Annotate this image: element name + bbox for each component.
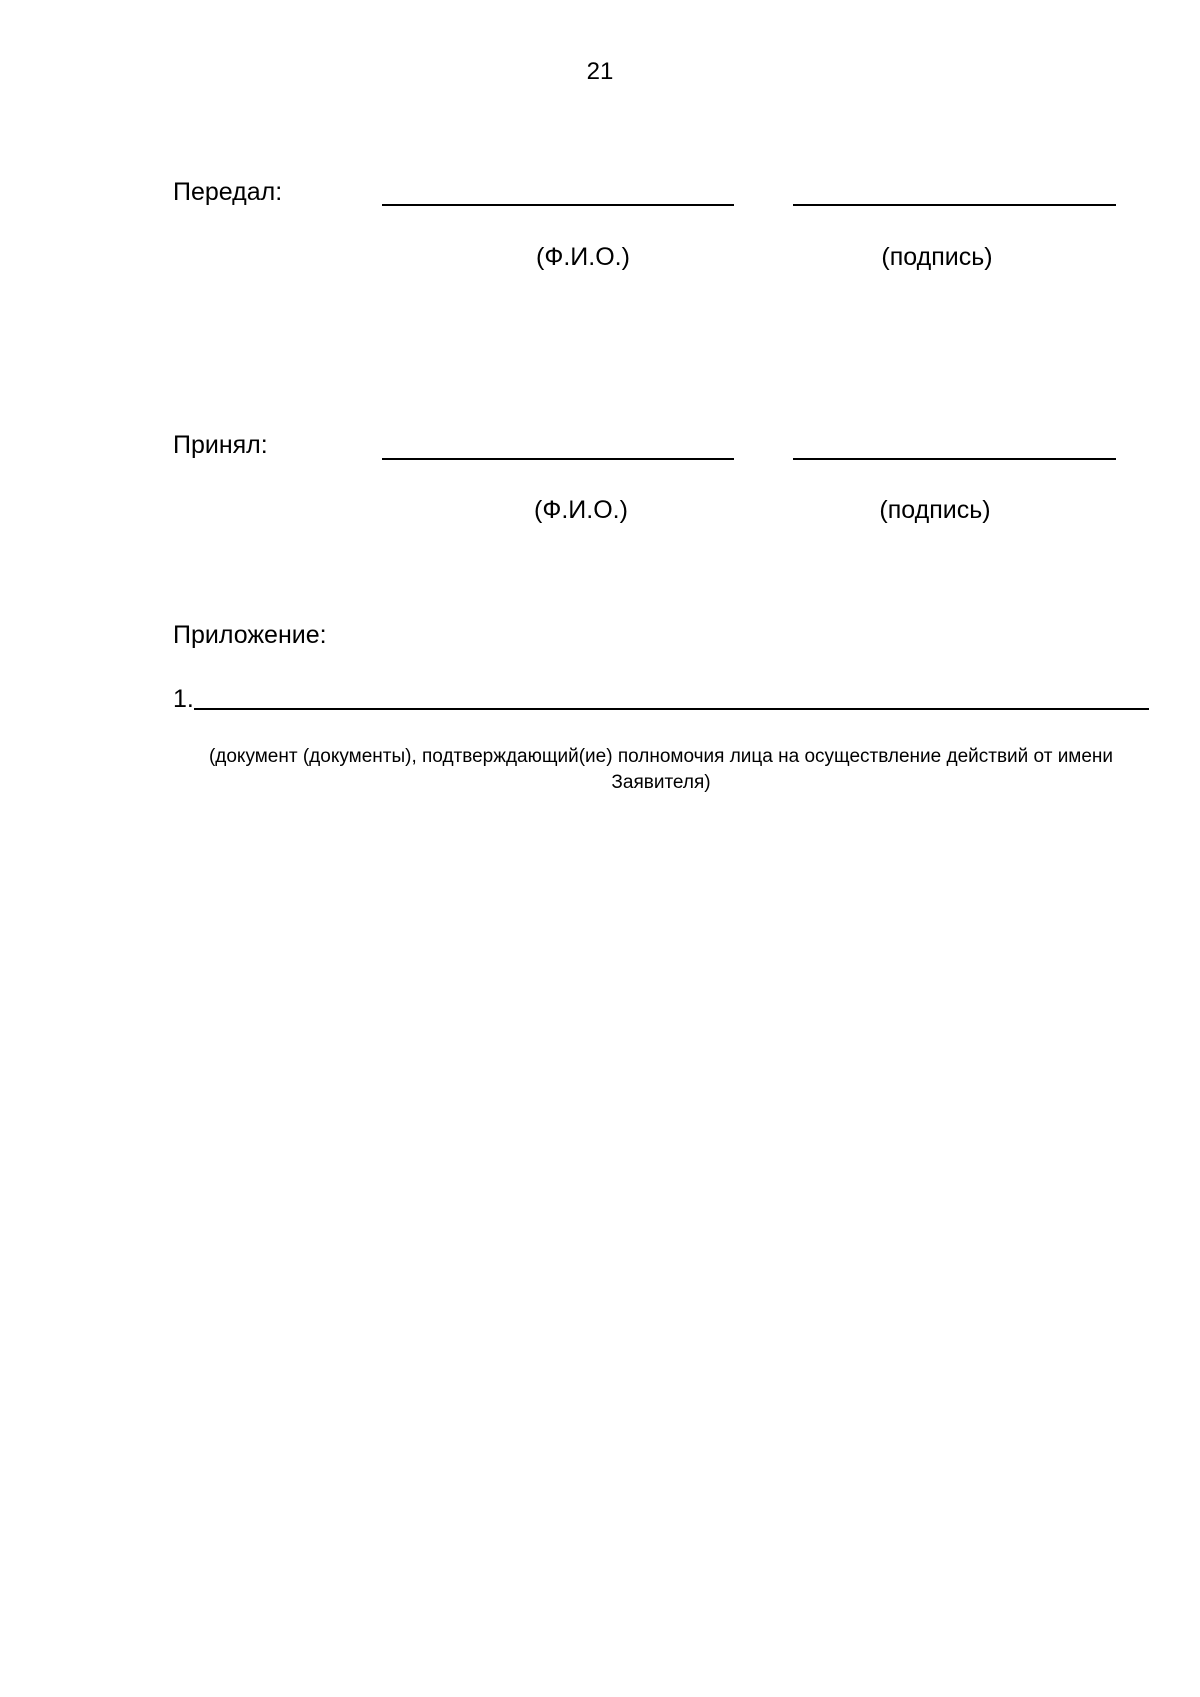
received-signature-line bbox=[793, 458, 1116, 460]
transferred-name-caption: (Ф.И.О.) bbox=[536, 243, 630, 271]
transferred-label: Передал: bbox=[173, 178, 283, 206]
attachment-item-line bbox=[194, 708, 1149, 710]
attachment-note-line-1: (документ (документы), подтверждающий(ие) полномочия лица на осуществление действий от имени bbox=[208, 746, 1114, 767]
transferred-signature-caption: (подпись) bbox=[881, 243, 993, 271]
attachment-note bbox=[173, 744, 1149, 796]
received-signature-caption: (подпись) bbox=[879, 496, 991, 524]
page-number: 21 bbox=[586, 58, 614, 85]
received-name-line bbox=[382, 458, 734, 460]
transferred-name-line bbox=[382, 204, 734, 206]
received-name-caption: (Ф.И.О.) bbox=[534, 496, 628, 524]
attachment-item-number: 1. bbox=[173, 685, 194, 713]
transferred-signature-line bbox=[793, 204, 1116, 206]
received-label: Принял: bbox=[173, 431, 268, 459]
attachment-note-line-2: Заявителя) bbox=[611, 772, 711, 793]
attachment-title: Приложение: bbox=[173, 621, 327, 649]
